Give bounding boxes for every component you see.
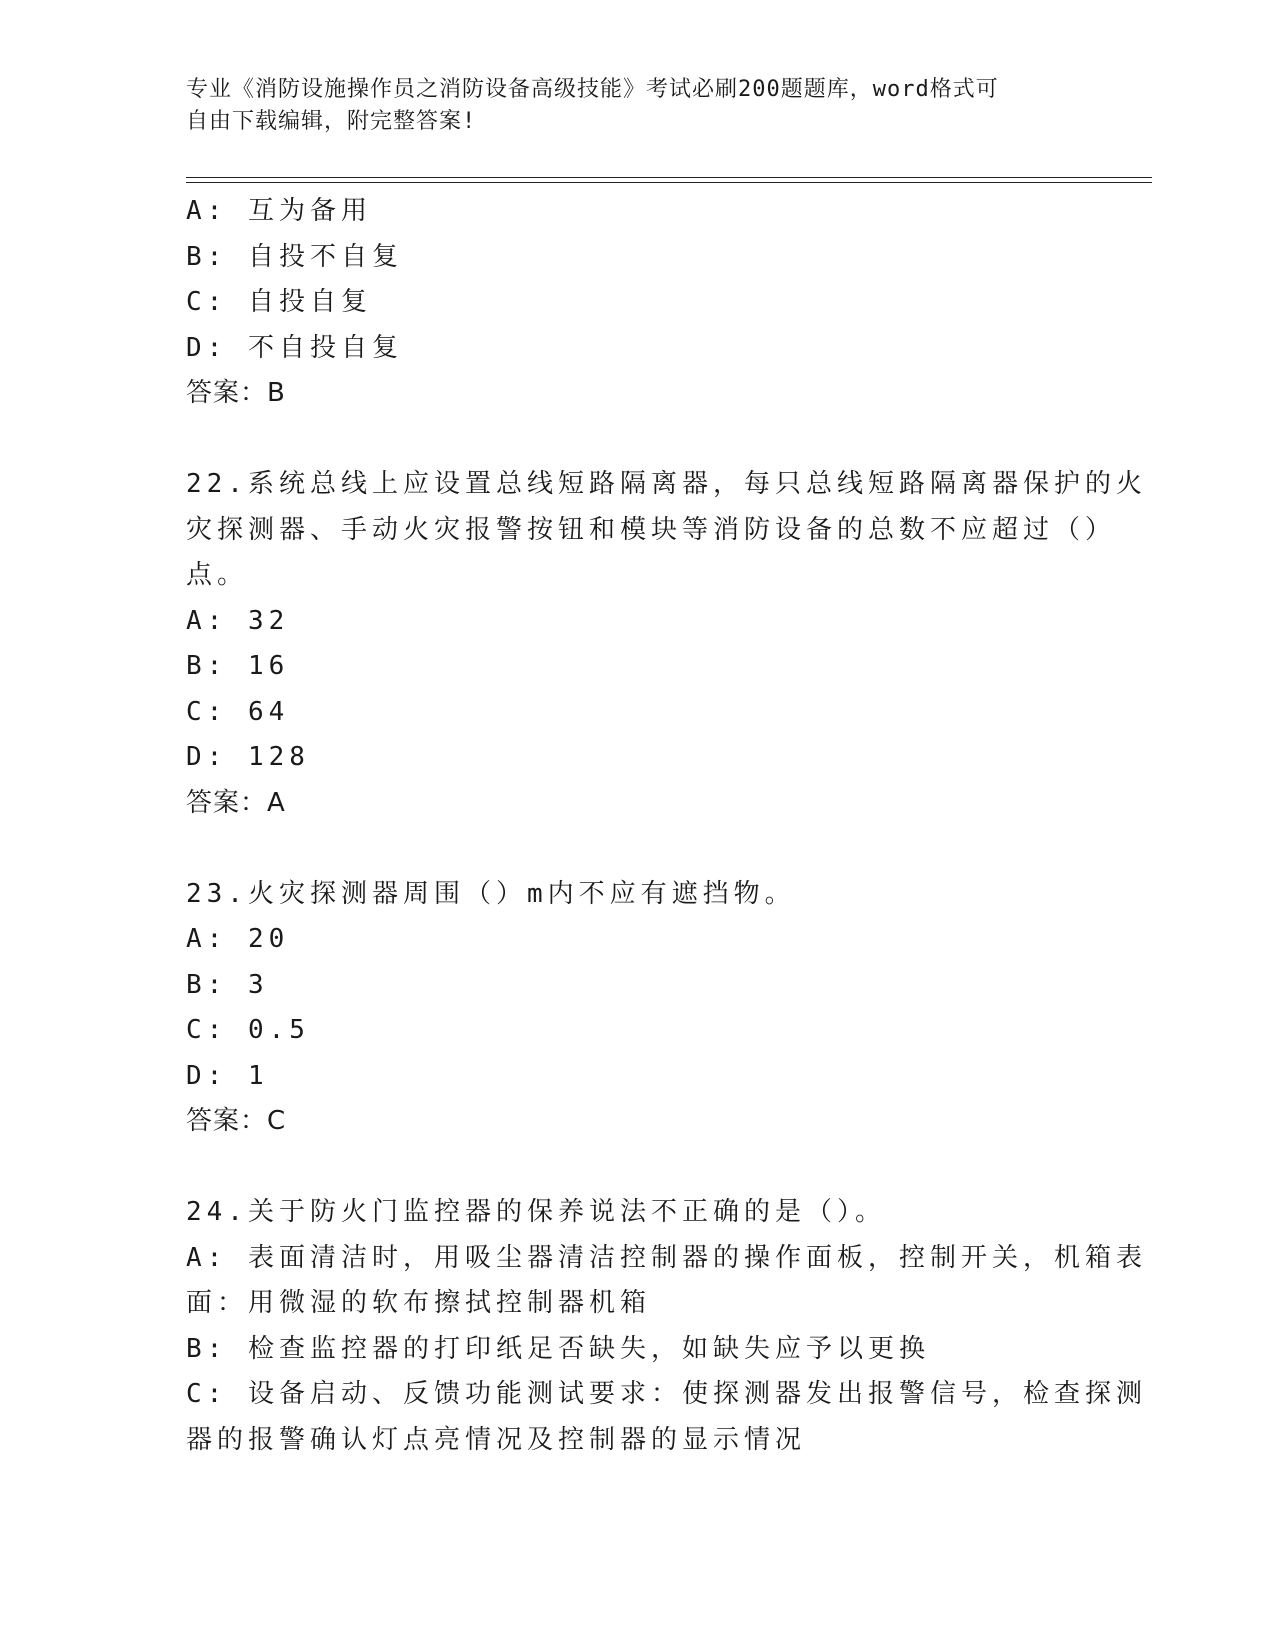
question-23 — [186, 872, 1086, 1145]
question-text: 24.关于防火门监控器的保养说法不正确的是（）。 — [186, 1197, 886, 1227]
question-list — [186, 189, 1147, 1463]
question-text-line-1: 22.系统总线上应设置总线短路隔离器，每只总线短路隔离器保护的火 — [186, 469, 1147, 499]
option-a-line-2: 面：用微湿的软布擦拭控制器机箱 — [186, 1288, 652, 1318]
option-c-line-1: C: 设备启动、反馈功能测试要求：使探测器发出报警信号，检查探测 — [186, 1379, 1147, 1409]
question-text-line-3: 点。 — [186, 560, 249, 590]
question-text: 23.火灾探测器周围（）m内不应有遮挡物。 — [186, 878, 796, 909]
option-c: C: 0.5 — [186, 1015, 310, 1045]
answer: 答案：B — [186, 378, 286, 408]
option-d: D: 128 — [186, 742, 310, 772]
option-d: D: 1 — [186, 1060, 269, 1091]
question-22 — [186, 462, 1147, 826]
spacer — [186, 417, 1086, 463]
option-b: B: 16 — [186, 651, 290, 681]
option-c: C: 64 — [186, 696, 290, 727]
spacer — [186, 1145, 1086, 1191]
header-line-1: 专业《消防设施操作员之消防设备高级技能》考试必刷200题题库，word格式可 — [186, 77, 999, 102]
option-a: A: 32 — [186, 605, 290, 636]
option-b: B: 检查监控器的打印纸足否缺失，如缺失应予以更换 — [186, 1333, 930, 1364]
question-24 — [186, 1190, 1147, 1463]
header-line-2: 自由下载编辑，附完整答案! — [186, 109, 477, 134]
document-header — [186, 74, 1066, 138]
option-b: B: 3 — [186, 969, 269, 1000]
answer: 答案：C — [186, 1106, 287, 1136]
option-a: A: 互为备用 — [186, 196, 372, 226]
option-d: D: 不自投自复 — [186, 332, 403, 363]
spacer — [186, 826, 1086, 872]
header-divider-top — [186, 177, 1152, 178]
option-a: A: 20 — [186, 924, 290, 954]
question-21 — [186, 189, 1086, 417]
option-c: C: 自投自复 — [186, 287, 372, 317]
option-b: B: 自投不自复 — [186, 241, 403, 272]
answer: 答案：A — [186, 787, 286, 818]
option-a-line-1: A: 表面清洁时，用吸尘器清洁控制器的操作面板，控制开关，机箱表 — [186, 1242, 1147, 1273]
question-text-line-2: 灾探测器、手动火灾报警按钮和模块等消防设备的总数不应超过（） — [186, 514, 1117, 545]
header-divider-bottom — [186, 182, 1152, 183]
option-c-line-2: 器的报警确认灯点亮情况及控制器的显示情况 — [186, 1424, 807, 1455]
